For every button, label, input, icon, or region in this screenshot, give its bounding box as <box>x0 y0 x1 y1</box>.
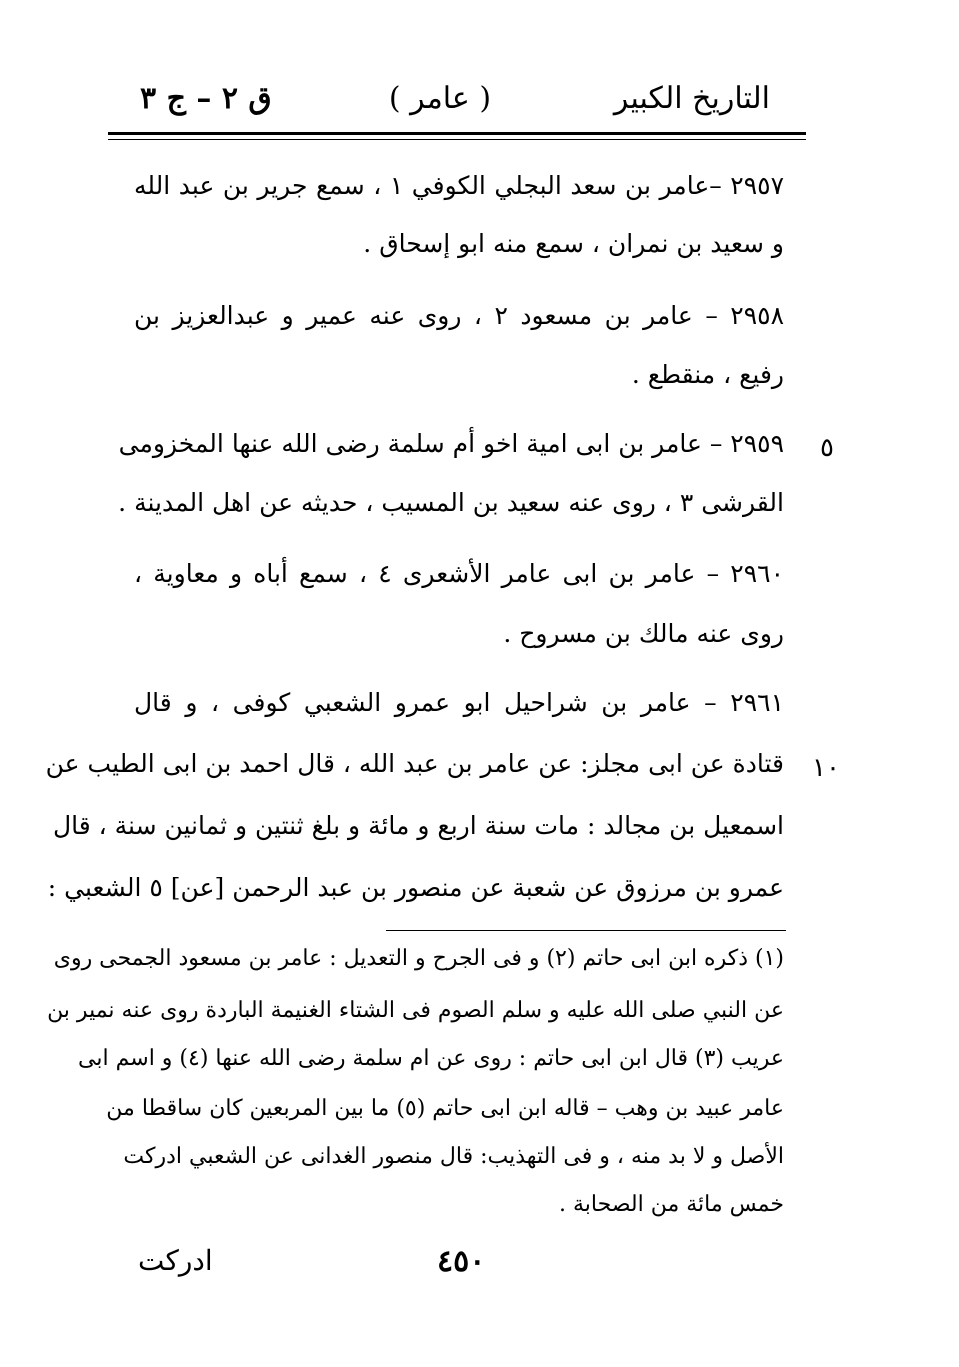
header-rule-thick <box>108 132 806 135</box>
footnote-line-2: عن النبي صلى الله عليه و سلم الصوم فى الشتاء الغنيمة الباردة روى عنه نمير بن <box>47 998 784 1023</box>
entry-2959-line-1: ٢٩٥٩ – عامر بن ابى امية اخو أم سلمة رضى الله عنها المخزومى <box>118 429 784 458</box>
volume-reference: ق ٢ – ج ٣ <box>140 81 272 116</box>
margin-line-number-5: ٥ <box>820 433 834 463</box>
entry-2961-line-4: عمرو بن مرزوق عن شعبة عن منصور بن عبد الرحمن [عن] ٥ الشعبي : <box>47 873 784 902</box>
book-title: التاريخ الكبير <box>613 81 770 116</box>
footnote-line-1: (١) ذكره ابن ابى حاتم (٢) و فى الجرح و التعديل : عامر بن مسعود الجمحى روى <box>53 946 784 971</box>
footnote-line-6: خمس مائة من الصحابة . <box>559 1192 784 1217</box>
entry-2960-line-2: روى عنه مالك بن مسروح . <box>503 619 784 648</box>
entry-2957-line-1: ٢٩٥٧ –عامر بن سعد البجلي الكوفي ١ ، سمع جرير بن عبد الله <box>134 171 784 200</box>
entry-2959-line-2: القرشى ٣ ، روى عنه سعيد بن المسيب ، حديثه عن اهل المدينة . <box>118 488 784 517</box>
entry-2957-line-2: و سعيد بن نمران ، سمع منه ابو إسحاق . <box>363 229 784 258</box>
margin-line-number-10: ١٠ <box>812 753 840 783</box>
entry-2960-line-1: ٢٩٦٠ – عامر بن ابى عامر الأشعرى ٤ ، سمع أباه و معاوية ، <box>134 559 784 588</box>
entry-2961-line-3: اسمعيل بن مجالد : مات سنة اربع و مائة و بلغ ثنتين و ثمانين سنة ، قال <box>52 811 784 840</box>
header-rule-thin <box>108 139 806 140</box>
catchword: ادركت <box>138 1244 213 1277</box>
entry-2958-line-1: ٢٩٥٨ – عامر بن مسعود ٢ ، روى عنه عمير و عبدالعزيز بن <box>134 301 785 330</box>
footnote-line-4: عامر عبيد بن وهب – قاله ابن ابى حاتم (٥) ما بين المربعين كان ساقطا من <box>106 1096 784 1121</box>
section-title: ( عامر ) <box>388 81 492 116</box>
footnote-separator <box>386 930 786 931</box>
entry-2961-line-1: ٢٩٦١ – عامر بن شراحيل ابو عمرو الشعبي كوفى ، و قال <box>134 688 784 717</box>
entry-2958-line-2: رفيع ، منقطع . <box>631 360 784 389</box>
page-number: ٤٥٠ <box>437 1244 486 1279</box>
running-header <box>110 76 770 126</box>
footnote-line-3: عريب (٣) قال ابن ابى حاتم : روى عن ام سلمة رضى الله عنها (٤) و اسم ابى <box>78 1046 784 1071</box>
footnote-line-5: الأصل و لا بد منه ، و فى التهذيب: قال منصور الغدانى عن الشعبي ادركت <box>123 1144 784 1169</box>
entry-2961-line-2: قتادة عن ابى مجلز: عن عامر بن عبد الله ، قال احمد بن ابى الطيب عن <box>45 749 784 778</box>
